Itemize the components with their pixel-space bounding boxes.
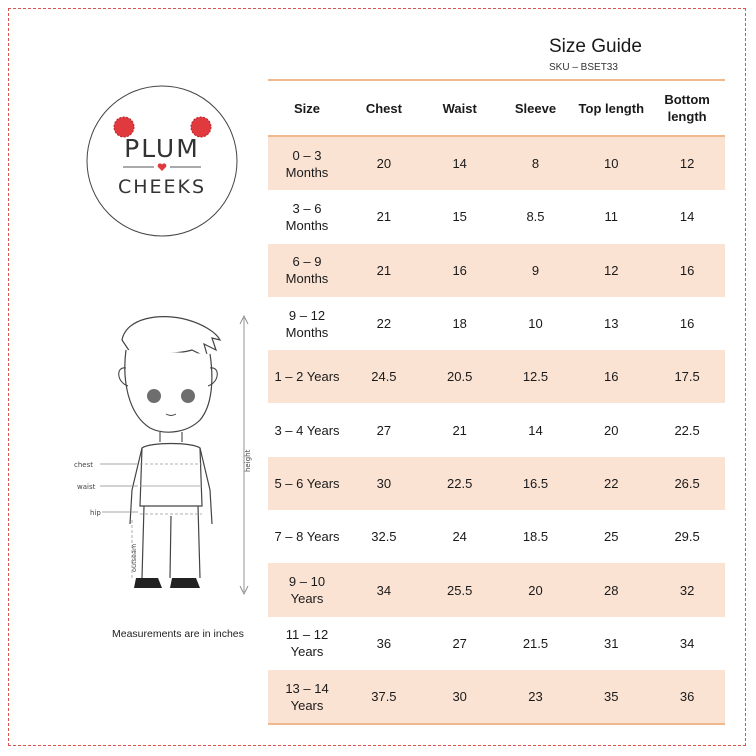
column-header-top-length: Top length xyxy=(573,80,649,136)
cell-waist: 20.5 xyxy=(422,350,498,403)
table-row xyxy=(268,350,725,403)
cell-size: 5 – 6 Years xyxy=(268,457,346,510)
cell-sleeve: 8.5 xyxy=(526,209,545,225)
measurement-note: Measurements are in inches xyxy=(112,628,244,640)
cell-sleeve: 14 xyxy=(528,422,543,438)
logo-line-2: CHEEKS xyxy=(117,176,207,198)
cell-bottom-length: 22.5 xyxy=(674,422,700,438)
table-header-row xyxy=(268,80,725,136)
cell-sleeve: 10 xyxy=(528,316,543,332)
size-table xyxy=(268,79,725,725)
column-header-size: Size xyxy=(268,80,346,136)
cell-size: 11 – 12 Years xyxy=(285,627,329,660)
cell-top-length: 20 xyxy=(604,422,619,438)
table-row xyxy=(268,244,725,297)
cell-size: 3 – 4 Years xyxy=(274,422,340,438)
cell-bottom-length: 29.5 xyxy=(674,529,700,545)
page-title: Size Guide xyxy=(549,36,642,57)
cell-chest: 24.5 xyxy=(346,350,422,403)
cell-size: 3 – 6 Months xyxy=(285,200,329,233)
column-header-sleeve: Sleeve xyxy=(498,80,574,136)
cell-top-length: 12 xyxy=(573,244,649,297)
cell-chest: 27 xyxy=(376,422,392,438)
cell-sleeve: 16.5 xyxy=(498,457,574,510)
cell-top-length: 28 xyxy=(573,563,649,616)
cell-waist: 22.5 xyxy=(422,457,498,510)
table-row xyxy=(268,297,725,350)
cell-waist: 14 xyxy=(422,136,498,190)
measurement-illustration xyxy=(70,310,270,600)
cell-size: 9 – 10 Years xyxy=(268,563,346,616)
cell-chest: 30 xyxy=(346,457,422,510)
waist-label: waist xyxy=(77,483,96,491)
cell-waist: 25.5 xyxy=(422,563,498,616)
cell-chest: 21 xyxy=(376,209,392,225)
column-header-waist: Waist xyxy=(422,80,498,136)
cell-sleeve: 21.5 xyxy=(522,635,549,651)
sku-label: SKU – BSET33 xyxy=(549,62,618,73)
cell-top-length: 13 xyxy=(604,316,619,332)
cell-bottom-length: 16 xyxy=(679,316,695,332)
cell-top-length: 35 xyxy=(573,670,649,724)
table-row xyxy=(268,136,725,190)
table-row xyxy=(268,190,725,243)
cell-chest: 36 xyxy=(376,635,392,651)
cell-size: 1 – 2 Years xyxy=(268,350,346,403)
cell-waist: 15 xyxy=(452,209,467,225)
cell-bottom-length: 14 xyxy=(679,209,695,225)
cell-size: 6 – 9 Months xyxy=(268,244,346,297)
cell-waist: 24 xyxy=(452,529,467,545)
cell-top-length: 10 xyxy=(573,136,649,190)
cell-chest: 21 xyxy=(346,244,422,297)
table-row xyxy=(268,510,725,563)
outseam-label: outseam xyxy=(130,543,138,572)
cell-top-length: 31 xyxy=(604,635,619,651)
cell-bottom-length: 26.5 xyxy=(649,457,725,510)
hip-label: hip xyxy=(90,509,101,517)
column-header-chest: Chest xyxy=(346,80,422,136)
table-row xyxy=(268,403,725,456)
cell-sleeve: 9 xyxy=(498,244,574,297)
table-row xyxy=(268,457,725,510)
cell-sleeve: 23 xyxy=(498,670,574,724)
cell-chest: 32.5 xyxy=(371,529,397,545)
plum-cheeks-logo xyxy=(83,85,241,237)
cell-size: 9 – 12 Months xyxy=(285,307,329,340)
cell-sleeve: 8 xyxy=(498,136,574,190)
table-row xyxy=(268,670,725,724)
cell-chest: 34 xyxy=(346,563,422,616)
cell-waist: 18 xyxy=(452,316,467,332)
cell-waist: 21 xyxy=(452,422,467,438)
cell-sleeve: 18.5 xyxy=(522,529,549,545)
cell-waist: 27 xyxy=(452,635,467,651)
cell-top-length: 25 xyxy=(604,529,619,545)
cell-sleeve: 20 xyxy=(498,563,574,616)
cell-bottom-length: 17.5 xyxy=(649,350,725,403)
cell-size: 7 – 8 Years xyxy=(274,529,340,545)
cell-chest: 37.5 xyxy=(346,670,422,724)
height-label: height xyxy=(244,449,252,472)
cell-bottom-length: 32 xyxy=(649,563,725,616)
cell-size: 0 – 3 Months xyxy=(268,136,346,190)
cell-bottom-length: 12 xyxy=(649,136,725,190)
cell-sleeve: 12.5 xyxy=(498,350,574,403)
cell-bottom-length: 16 xyxy=(649,244,725,297)
logo-line-1: PLUM xyxy=(124,134,200,163)
table-row xyxy=(268,617,725,670)
cell-bottom-length: 36 xyxy=(649,670,725,724)
cell-top-length: 22 xyxy=(573,457,649,510)
cell-top-length: 16 xyxy=(573,350,649,403)
cell-chest: 20 xyxy=(346,136,422,190)
table-row xyxy=(268,563,725,616)
cell-size: 13 – 14 Years xyxy=(268,670,346,724)
column-header-bottom-length: Bottom length xyxy=(649,80,725,136)
cell-top-length: 11 xyxy=(604,209,619,225)
cell-waist: 30 xyxy=(422,670,498,724)
cell-bottom-length: 34 xyxy=(679,635,695,651)
chest-label: chest xyxy=(74,461,93,469)
cell-chest: 22 xyxy=(376,316,392,332)
cell-waist: 16 xyxy=(422,244,498,297)
